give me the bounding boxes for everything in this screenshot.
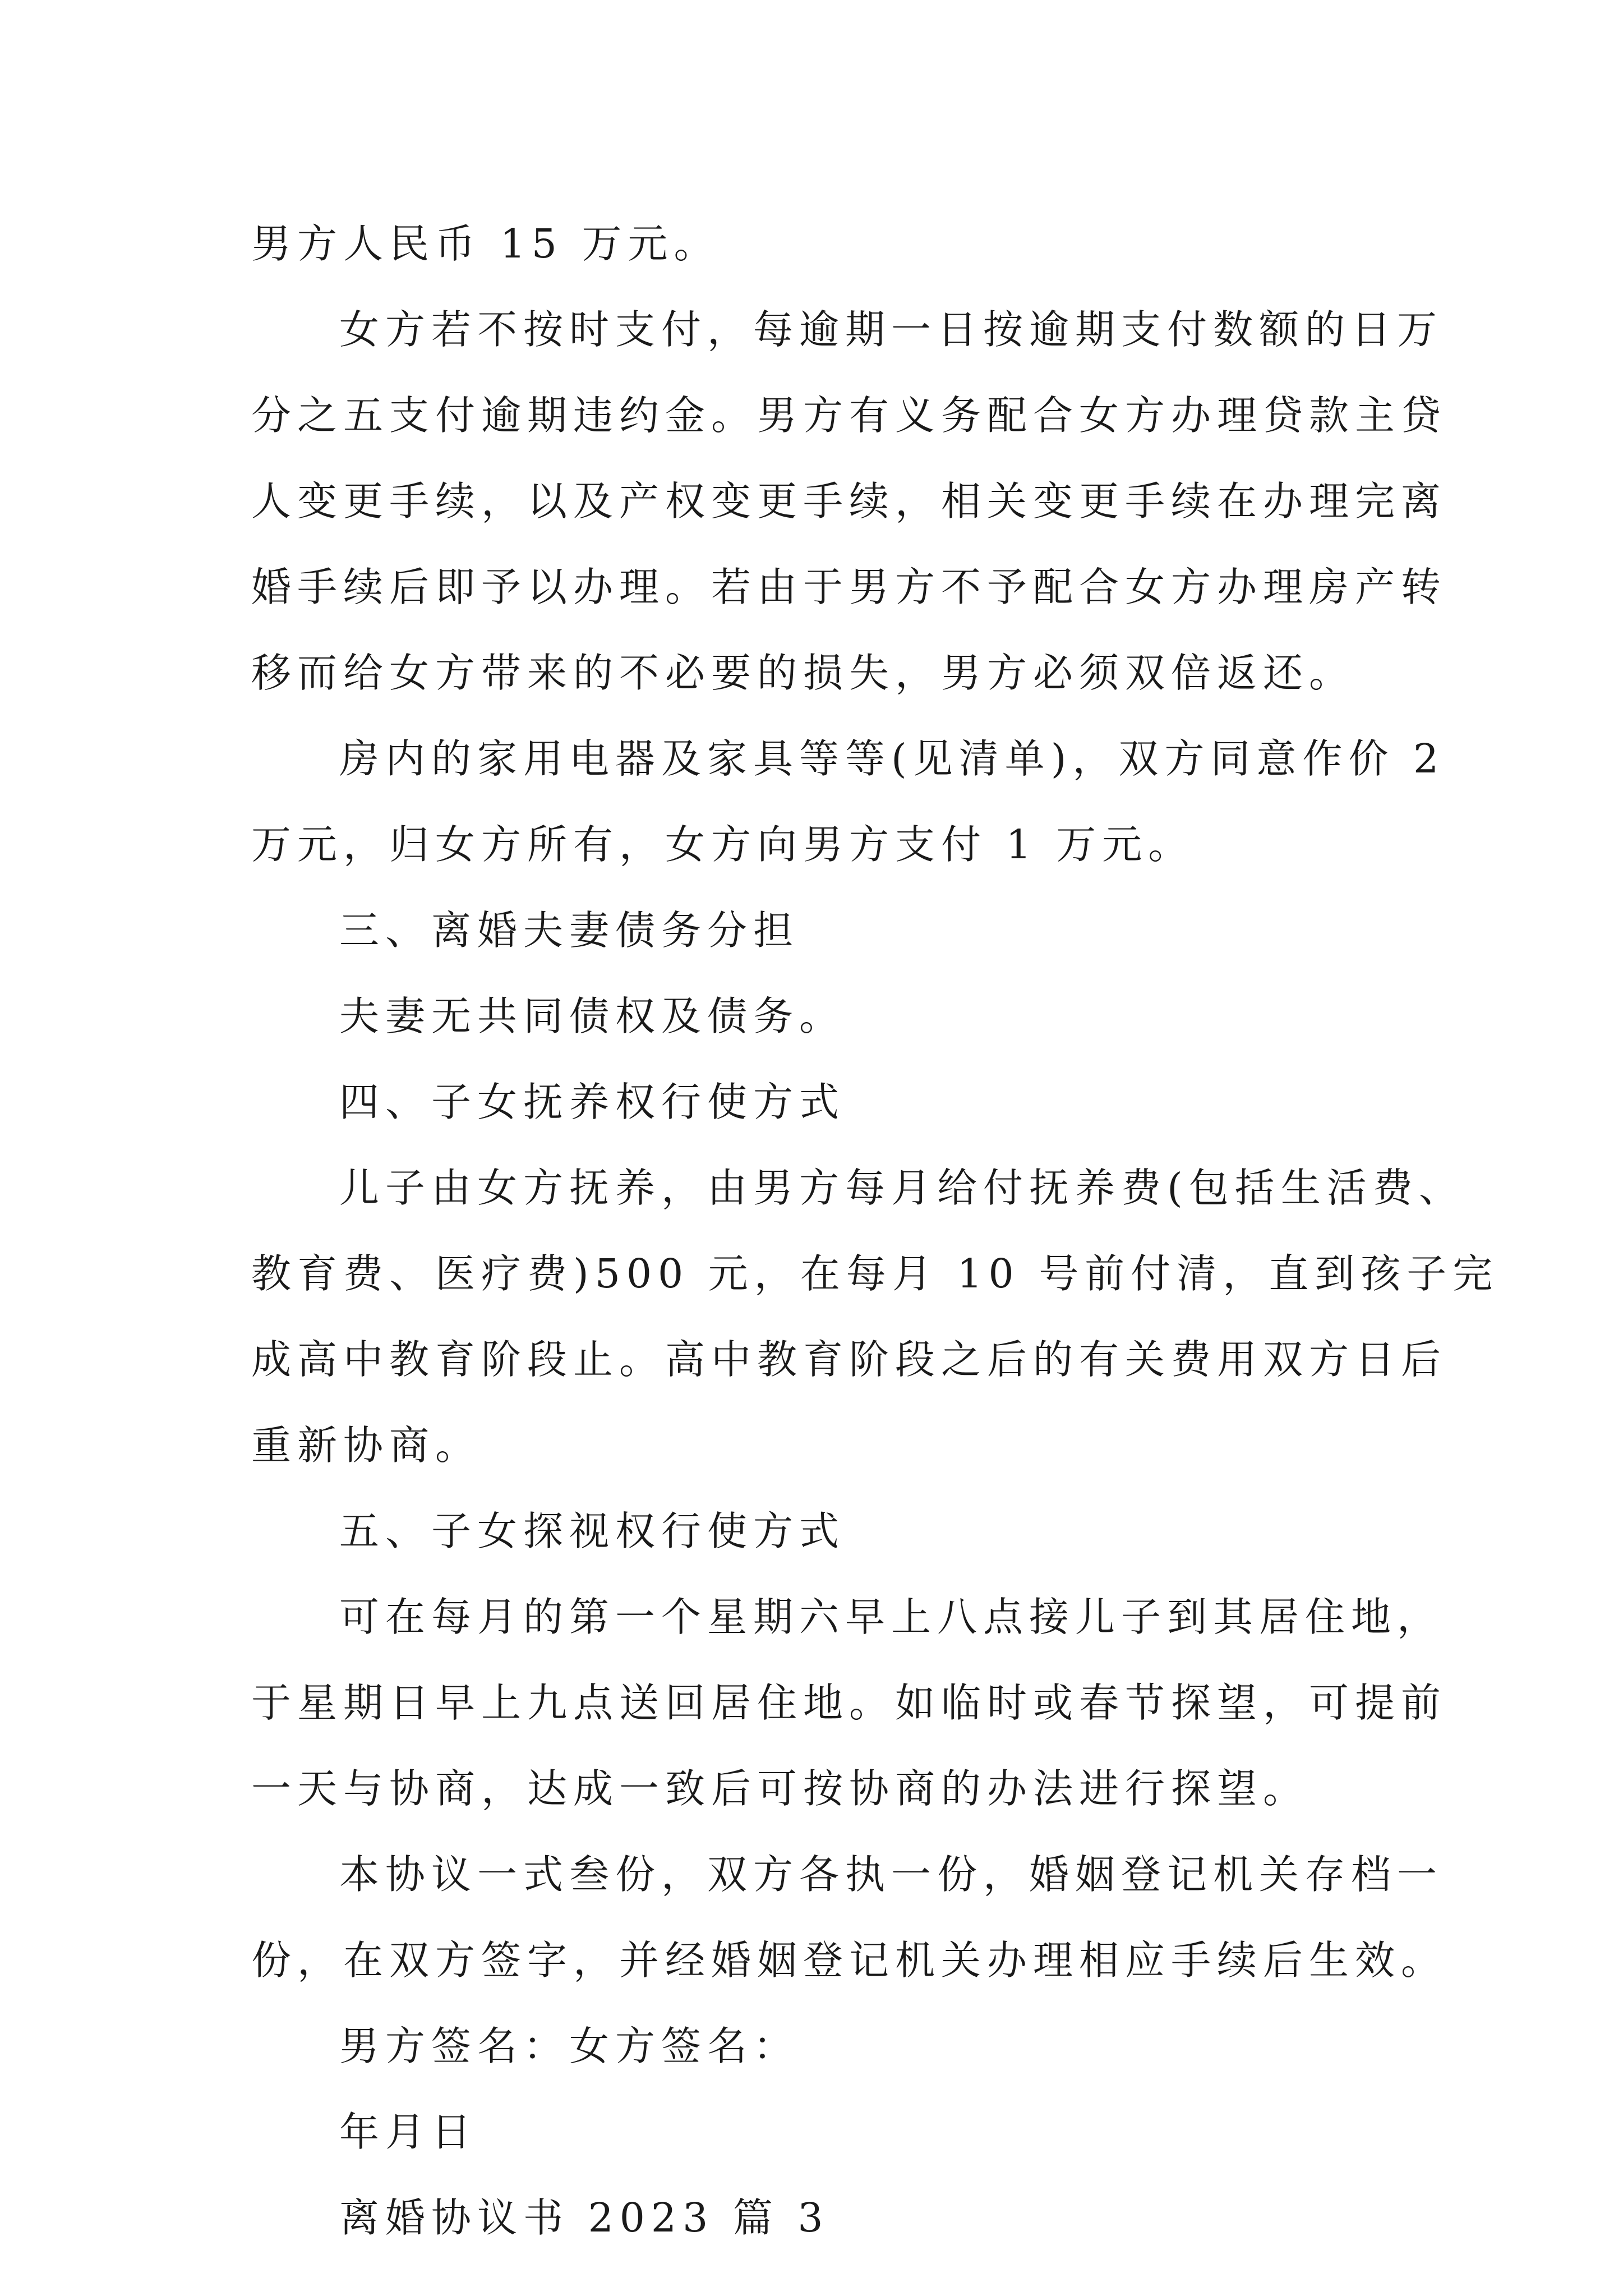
text-line: 房内的家用电器及家具等等(见清单)，双方同意作价 2 xyxy=(339,735,1445,782)
document-body xyxy=(251,201,1499,2261)
next-section-title: 离婚协议书 2023 篇 3 xyxy=(339,2194,829,2241)
signature-line: 男方签名：女方签名： xyxy=(339,2023,800,2069)
text-line: 份，在双方签字，并经婚姻登记机关办理相应手续后生效。 xyxy=(251,1937,1447,1984)
text-line: 可在每月的第一个星期六早上八点接儿子到其居住地， xyxy=(339,1594,1444,1640)
text-line: 分之五支付逾期违约金。男方有义务配合女方办理贷款主贷 xyxy=(251,392,1447,439)
section-heading: 四、子女抚养权行使方式 xyxy=(339,1079,846,1125)
section-heading: 五、子女探视权行使方式 xyxy=(339,1508,846,1554)
text-line: 夫妻无共同债权及债务。 xyxy=(339,993,846,1039)
text-line: 男方人民币 15 万元。 xyxy=(251,220,720,267)
text-line: 成高中教育阶段止。高中教育阶段之后的有关费用双方日后 xyxy=(251,1336,1447,1383)
text-line: 移而给女方带来的不必要的损失，男方必须双倍返还。 xyxy=(251,650,1355,696)
text-line: 万元，归女方所有，女方向男方支付 1 万元。 xyxy=(251,821,1195,868)
text-line: 于星期日早上九点送回居住地。如临时或春节探望，可提前 xyxy=(251,1680,1447,1726)
text-line: 儿子由女方抚养，由男方每月给付抚养费(包括生活费、 xyxy=(339,1165,1465,1211)
section-heading: 三、离婚夫妻债务分担 xyxy=(339,907,800,954)
text-line: 重新协商。 xyxy=(251,1422,482,1469)
text-line: 女方若不按时支付，每逾期一日按逾期支付数额的日万 xyxy=(339,306,1444,353)
text-line: 教育费、医疗费)500 元，在每月 10 号前付清，直到孩子完 xyxy=(251,1250,1499,1297)
text-line: 人变更手续，以及产权变更手续，相关变更手续在办理完离 xyxy=(251,478,1447,524)
text-line: 婚手续后即予以办理。若由于男方不予配合女方办理房产转 xyxy=(251,564,1447,610)
text-line: 一天与协商，达成一致后可按协商的办法进行探望。 xyxy=(251,1765,1310,1812)
date-line: 年月日 xyxy=(339,2109,478,2155)
text-line: 本协议一式叁份，双方各执一份，婚姻登记机关存档一 xyxy=(339,1851,1444,1898)
